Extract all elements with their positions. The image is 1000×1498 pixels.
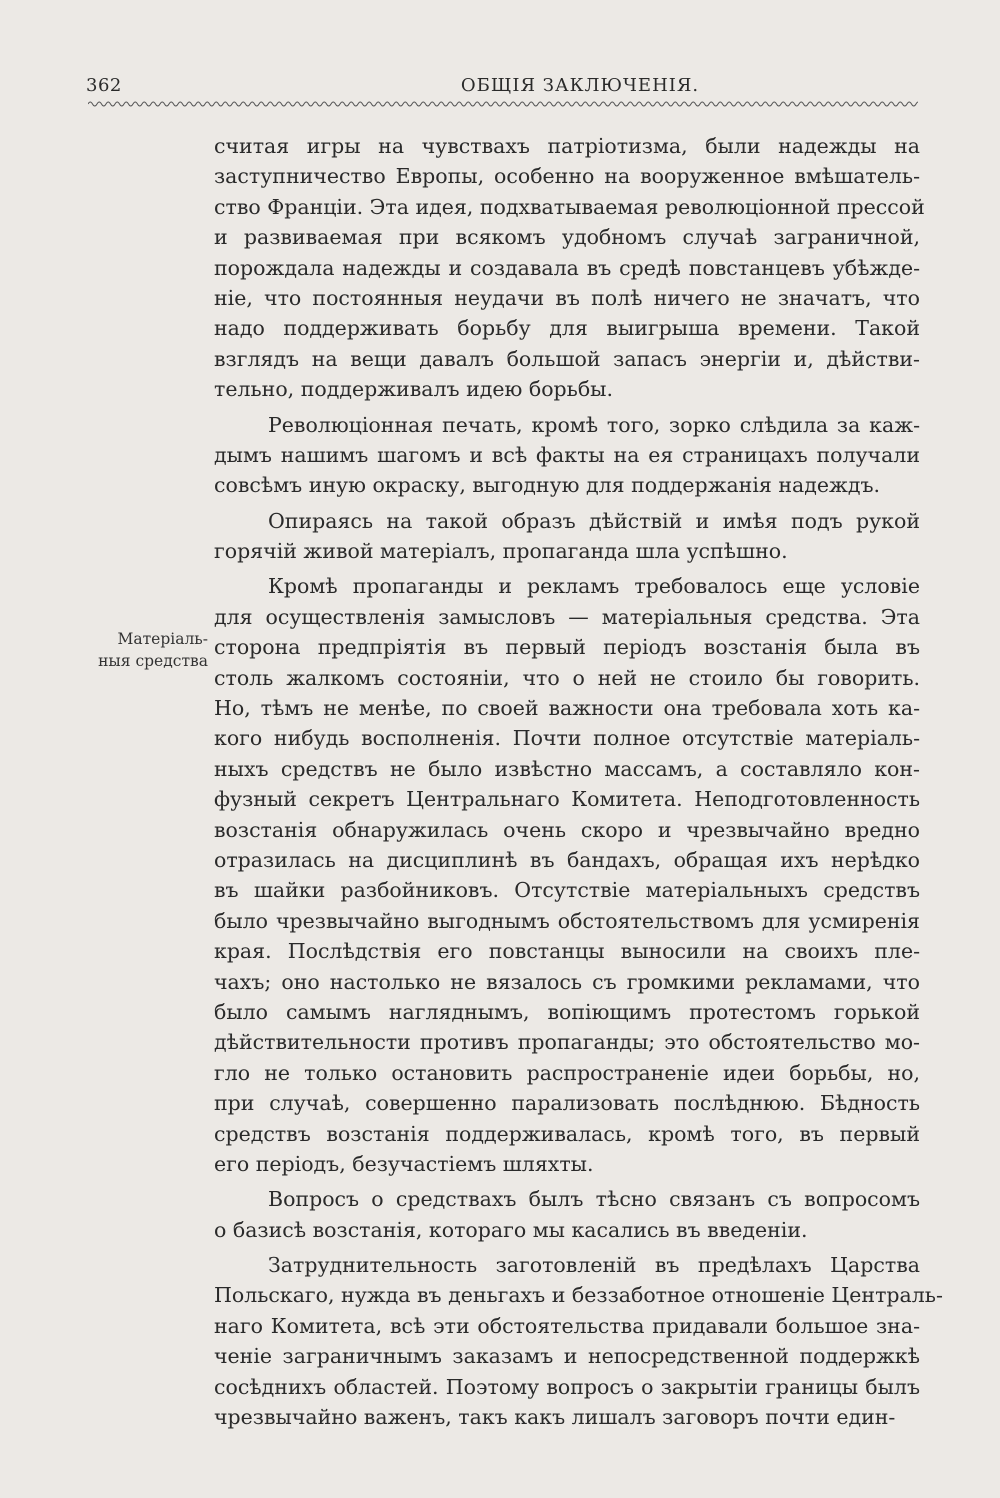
text-line: было самымъ нагляднымъ, вопіющимъ протестомъ горькой	[214, 999, 920, 1024]
text-line: края. Послѣдствія его повстанцы выносили на своихъ пле-	[214, 939, 920, 964]
text-line: Опираясь на такой образъ дѣйствій и имѣя подъ рукой	[268, 508, 920, 533]
text-line: гло не только остановить распространеніе идеи борьбы, но,	[214, 1060, 920, 1085]
text-line: порождала надежды и создавала въ средѣ повстанцевъ убѣжде-	[214, 255, 920, 280]
text-line: и развиваемая при всякомъ удобномъ случаѣ заграничной,	[214, 225, 920, 250]
text-line: ство Франціи. Эта идея, подхватываемая революціонной прессой	[214, 194, 925, 219]
paragraph	[214, 1184, 920, 1245]
margin-note-line: ныя средства	[98, 652, 208, 670]
text-line: дѣйствительности противъ пропаганды; это обстоятельство мо-	[214, 1030, 920, 1055]
text-line: ныхъ средствъ не было извѣстно массамъ, а составляло кон-	[214, 756, 920, 781]
text-line: было чрезвычайно выгоднымъ обстоятельствомъ для усмиренія	[214, 908, 920, 933]
running-head: ОБЩІЯ ЗАКЛЮЧЕНІЯ.	[460, 75, 700, 96]
text-line: дымъ нашимъ шагомъ и всѣ факты на ея страницахъ получали	[214, 442, 920, 467]
text-line: фузный секретъ Центральнаго Комитета. Неподготовленность	[214, 787, 920, 812]
text-line: для осуществленія замысловъ — матеріальныя средства. Эта	[214, 604, 920, 629]
text-line: Но, тѣмъ не менѣе, по своей важности она требовала хоть ка-	[214, 696, 920, 721]
margin-note-line: Матеріаль-	[117, 630, 208, 648]
text-line: сосѣднихъ областей. Поэтому вопросъ о закрытіи границы былъ	[214, 1374, 920, 1399]
text-line: Кромѣ пропаганды и рекламъ требовалось еще условіе	[268, 574, 920, 599]
text-line: Затруднительность заготовленій въ предѣлахъ Царства	[268, 1253, 920, 1278]
text-line: ченіе заграничнымъ заказамъ и непосредственной поддержкѣ	[214, 1344, 920, 1369]
paragraph	[214, 410, 920, 501]
paragraph	[214, 506, 920, 567]
text-line: тельно, поддерживалъ идею борьбы.	[214, 377, 613, 402]
text-line: ніе, что постоянныя неудачи въ полѣ ничего не значатъ, что	[214, 285, 920, 310]
text-line: наго Комитета, всѣ эти обстоятельства придавали большое зна-	[214, 1313, 920, 1338]
text-line: считая игры на чувствахъ патріотизма, были надежды на	[214, 134, 920, 158]
text-line: чахъ; оно настолько не вязалось съ громкими рекламами, что	[214, 969, 920, 994]
text-line: его періодъ, безучастіемъ шляхты.	[214, 1151, 594, 1176]
text-line: Польскаго, нужда въ деньгахъ и беззаботное отношеніе Централь-	[214, 1283, 943, 1308]
text-line: Вопросъ о средствахъ былъ тѣсно связанъ съ вопросомъ	[268, 1187, 920, 1212]
paragraph	[214, 571, 920, 1179]
text-line: о базисѣ возстанія, котораго мы касались въ введеніи.	[214, 1217, 808, 1242]
text-line: совсѣмъ иную окраску, выгодную для поддержанія надеждъ.	[214, 473, 881, 498]
paragraph	[214, 131, 925, 405]
text-line: возстанія обнаружилась очень скоро и чрезвычайно вредно	[214, 817, 920, 842]
text-line: кого нибудь восполненія. Почти полное отсутствіе матеріаль-	[214, 726, 920, 751]
margin-note	[96, 628, 208, 672]
text-line: сторона предпріятія въ первый періодъ возстанія была въ	[214, 635, 920, 660]
text-line: горячій живой матеріалъ, пропаганда шла успѣшно.	[214, 539, 788, 564]
text-line: столь жалкомъ состояніи, что о ней не стоило бы говорить.	[214, 665, 920, 690]
ornamental-wavy-rule	[88, 98, 918, 110]
text-line: средствъ возстанія поддерживалась, кромѣ того, въ первый	[214, 1121, 920, 1146]
page-number: 362	[86, 75, 122, 96]
text-line: въ шайки разбойниковъ. Отсутствіе матеріальныхъ средствъ	[214, 878, 920, 903]
body-text	[214, 131, 943, 1432]
text-line: чрезвычайно важенъ, такъ какъ лишалъ заговоръ почти един-	[214, 1405, 896, 1430]
text-line: отразилась на дисциплинѣ въ бандахъ, обращая ихъ нерѣдко	[214, 847, 920, 872]
text-line: заступничество Европы, особенно на вооруженное вмѣшатель-	[214, 164, 920, 189]
text-line: при случаѣ, совершенно парализовать послѣднюю. Бѣдность	[214, 1091, 920, 1116]
text-line: взглядъ на вещи давалъ большой запасъ энергіи и, дѣйстви-	[214, 346, 920, 371]
text-line: надо поддерживать борьбу для выигрыша времени. Такой	[214, 316, 920, 341]
paragraph	[214, 1250, 943, 1432]
text-line: Революціонная печать, кромѣ того, зорко слѣдила за каж-	[268, 412, 920, 437]
